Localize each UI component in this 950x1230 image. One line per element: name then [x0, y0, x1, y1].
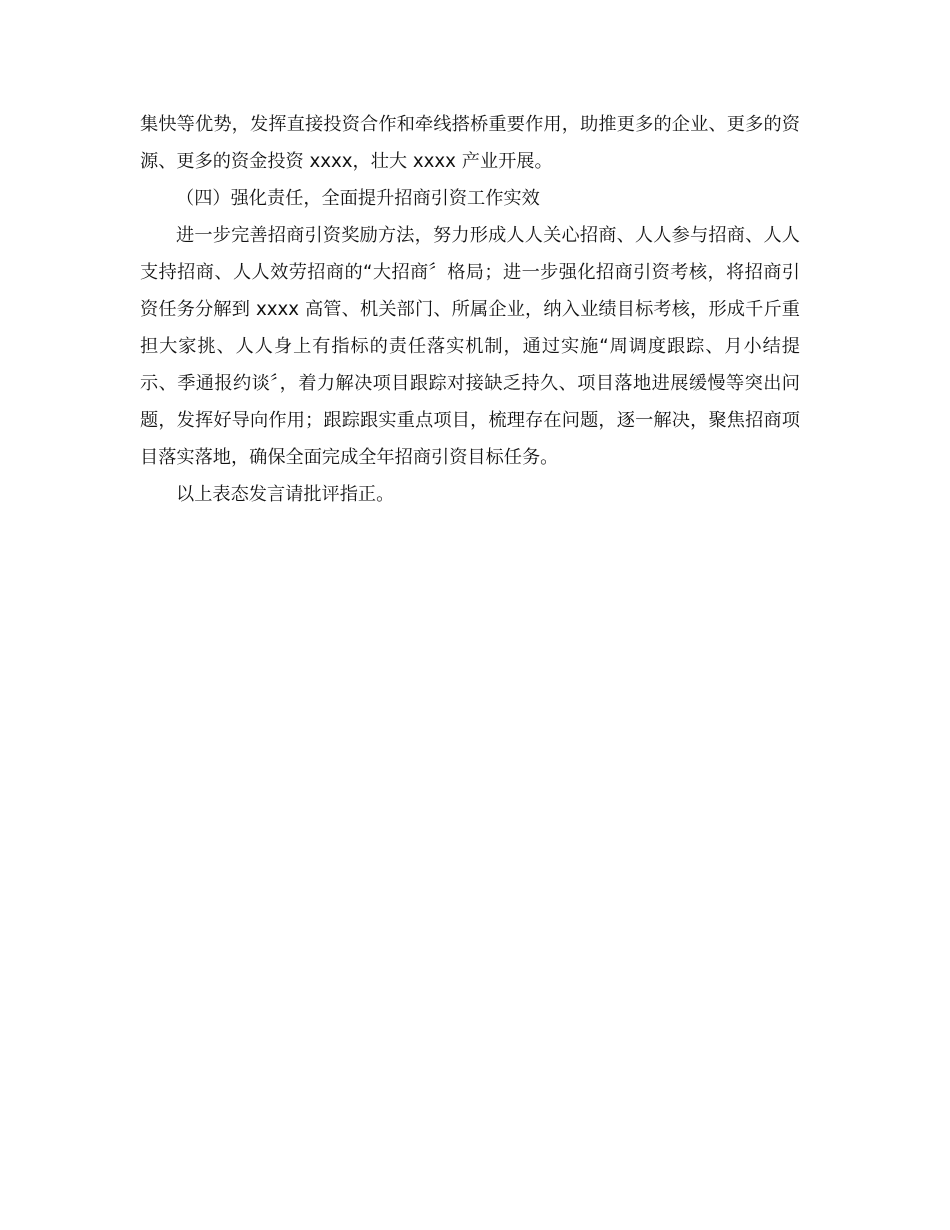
closing-paragraph: 以上表态发言请批评指正。	[176, 484, 395, 505]
paragraph-body: 进一步完善招商引资奖励方法，努力形成人人关心招商、人人参与招商、人人支持招商、人人效劳招商的“大招商〞格局；进一步强化招商引资考核，将招商引资任务分解到 xxxx 高管、机关部门、所属企业，纳入业绩目标考核，形成千斤重担大家挑、人人身上有指标的责任落实机制，通过实施“周调度跟踪、月小结提示、季通报约谈〞，着力解决项目跟踪对接缺乏持久、项目落地进展缓慢等突出问题，发挥好导向作用；跟踪跟实重点项目，梳理存在问题，逐一解决，聚焦招商项目落实落地，确保全面完成全年招商引资目标任务。	[140, 225, 800, 468]
paragraph-continuation: 集快等优势，发挥直接投资合作和牵线搭桥重要作用，助推更多的企业、更多的资源、更多的资金投资 xxxx，壮大 xxxx 产业开展。	[140, 114, 800, 172]
document-body	[140, 106, 800, 513]
section-heading: （四）强化责任，全面提升招商引资工作实效	[176, 188, 540, 209]
